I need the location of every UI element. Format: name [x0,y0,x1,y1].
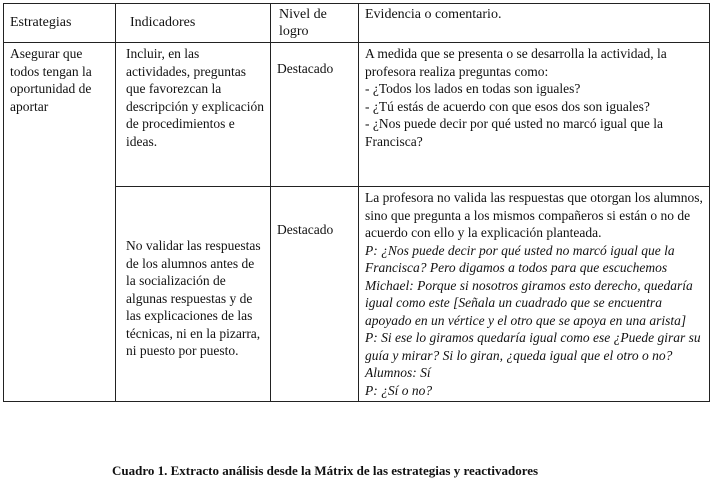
header-level [271,4,359,43]
dialogue-line: Michael: Porque si nosotros giramos esto derecho, quedaría igual como este [Señala un cuadrado que se encuentra apoyado en un vértice y el otro que se apoya en una arista] [365,277,693,328]
header-strategies: Estrategias [4,4,116,43]
indicator-cell: Incluir, en las actividades, preguntas que favorezcan la descripción y explicación de procedimientos e ideas. [116,43,271,187]
evidence-line: - ¿Todos los lados en todas son iguales? [365,81,581,96]
evidence-line: - ¿Tú estás de acuerdo con que esos dos son iguales? [365,98,650,114]
level-cell: Destacado [271,43,359,187]
header-indicators: Indicadores [116,4,271,43]
evidence-cell [359,187,710,402]
header-evidence: Evidencia o comentario. [359,4,710,43]
evidence-line: - ¿Nos puede decir por qué usted no marcó igual que la Francisca? [365,116,664,149]
table-row [4,43,710,187]
header-level-line1: Nivel de [279,7,327,22]
dialogue-line: P: Si ese lo giramos quedaría igual como ese ¿Puede girar su guía y mirar? Si lo giran, ¿queda igual que el otro o no? [365,330,701,363]
header-level-line2: logro [279,24,309,39]
strategy-cell: Asegurar que todos tengan la oportunidad de aportar [4,43,116,402]
table-caption: Cuadro 1. Extracto análisis desde la Mátrix de las estrategias y reactivadores [112,463,539,478]
evidence-intro: La profesora no valida las respuestas que otorgan los alumnos, sino que pregunta a los mismos compañeros si están o no de acuerdo con ello y la explicación planteada. [365,190,703,240]
evaluation-table [3,3,710,402]
dialogue-line: P: ¿Sí o no? [365,382,433,398]
header-row [4,4,710,43]
evidence-cell [359,43,710,187]
dialogue-line: P: ¿Nos puede decir por qué usted no marcó igual que la Francisca? Pero digamos a todos para que escuchemos [365,242,675,275]
level-cell: Destacado [271,187,359,402]
indicator-cell: No validar las respuestas de los alumnos antes de la socialización de algunas respuestas y de las explicaciones de las técnicas, ni en la pizarra, ni puesto por puesto. [116,187,271,402]
evidence-line: A medida que se presenta o se desarrolla la actividad, la profesora realiza preguntas como: [365,46,667,79]
dialogue-line: Alumnos: Sí [365,365,431,380]
